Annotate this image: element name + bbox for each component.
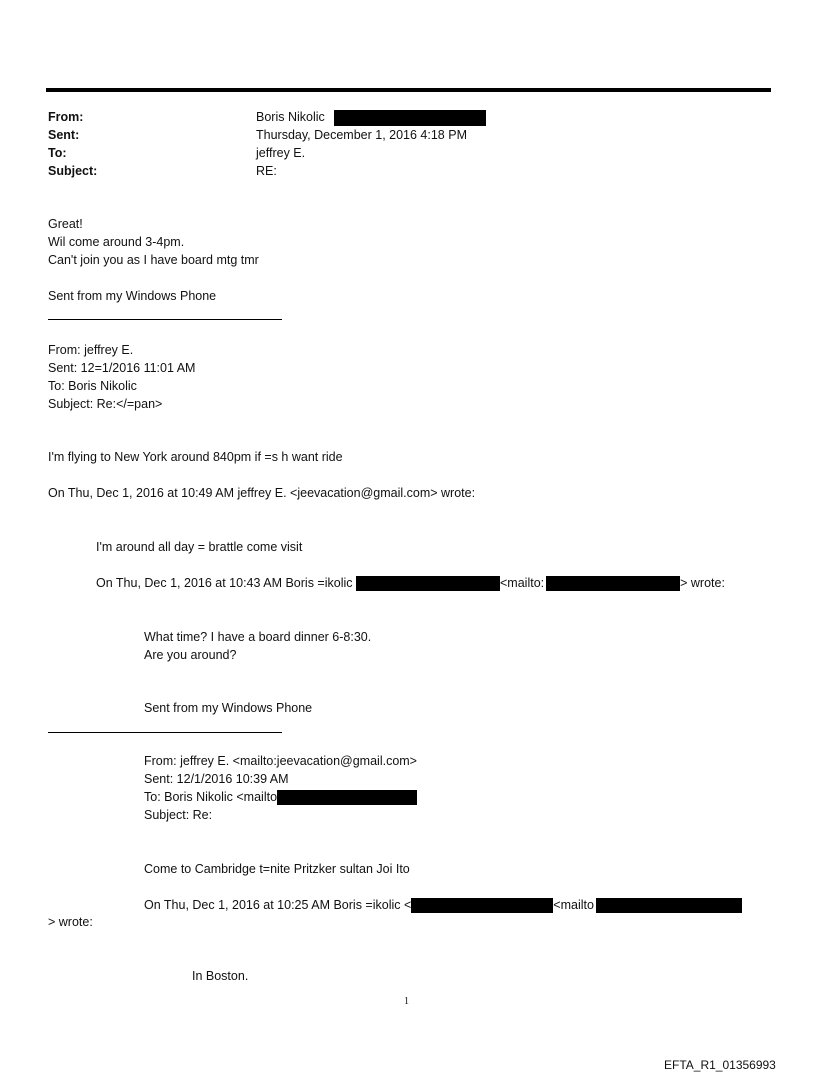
quoted-to-text: To: Boris Nikolic <mailto (144, 790, 278, 804)
quote-header-wrote: > wrote: (48, 915, 93, 929)
quoted-to (144, 788, 417, 806)
subject-label: Subject: (48, 164, 98, 178)
body-line: Wil come around 3-4pm. (48, 235, 185, 249)
quote-header-mailto: <mailto (553, 898, 594, 912)
quote-header-mailto: <mailto: (500, 576, 545, 590)
quoted-to: To: Boris Nikolic (48, 379, 137, 393)
header-rule (46, 88, 771, 92)
separator-line (48, 319, 282, 320)
email-header (48, 108, 486, 180)
quote-header-prefix: On Thu, Dec 1, 2016 at 10:43 AM Boris =ikolic (96, 576, 353, 590)
separator-line (48, 732, 282, 733)
redaction-block (277, 790, 417, 805)
message-text: In Boston. (192, 969, 249, 983)
signature: Sent from my Windows Phone (48, 289, 217, 303)
quote-header-suffix: > wrote: (680, 576, 725, 590)
subject-value: RE: (256, 164, 277, 178)
quote-header: On Thu, Dec 1, 2016 at 10:49 AM jeffrey E. <jeevacation@gmail.com> wrote: (48, 486, 476, 500)
quote-header-prefix: On Thu, Dec 1, 2016 at 10:25 AM Boris =ikolic < (144, 898, 412, 912)
quote-header (144, 896, 742, 914)
message-text: I'm flying to New York around 840pm if =s h want ride (48, 450, 343, 464)
sent-label: Sent: (48, 128, 80, 142)
from-row (48, 108, 486, 126)
quoted-from: From: jeffrey E. (48, 343, 134, 357)
redaction-block (546, 576, 680, 591)
sent-row (48, 126, 486, 144)
message-text: What time? I have a board dinner 6-8:30. (144, 630, 372, 644)
body-line: Great! (48, 217, 83, 231)
quoted-sent: Sent: 12/1/2016 10:39 AM (144, 772, 289, 786)
message-text: Come to Cambridge t=nite Pritzker sultan Joi Ito (144, 862, 410, 876)
quoted-subject: Subject: Re: (144, 808, 213, 822)
quoted-sent: Sent: 12=1/2016 11:01 AM (48, 361, 196, 375)
signature: Sent from my Windows Phone (144, 701, 313, 715)
redaction-block (334, 110, 486, 126)
redaction-block (596, 898, 742, 913)
to-label: To: (48, 146, 67, 160)
redaction-block (356, 576, 500, 591)
body-line: Can't join you as I have board mtg tmr (48, 253, 259, 267)
redaction-block (411, 898, 553, 913)
message-text: Are you around? (144, 648, 237, 662)
sent-value: Thursday, December 1, 2016 4:18 PM (256, 128, 467, 142)
from-label: From: (48, 110, 84, 124)
to-value: jeffrey E. (256, 146, 306, 160)
to-row (48, 144, 486, 162)
page-number: 1 (404, 996, 409, 1007)
quoted-from: From: jeffrey E. <mailto:jeevacation@gmail.com> (144, 754, 417, 768)
message-text: I'm around all day = brattle come visit (96, 540, 303, 554)
from-value: Boris Nikolic (256, 110, 325, 124)
subject-row (48, 162, 486, 180)
quoted-subject: Subject: Re:</=pan> (48, 397, 163, 411)
quote-header (96, 574, 725, 592)
bates-number: EFTA_R1_01356993 (664, 1058, 776, 1072)
